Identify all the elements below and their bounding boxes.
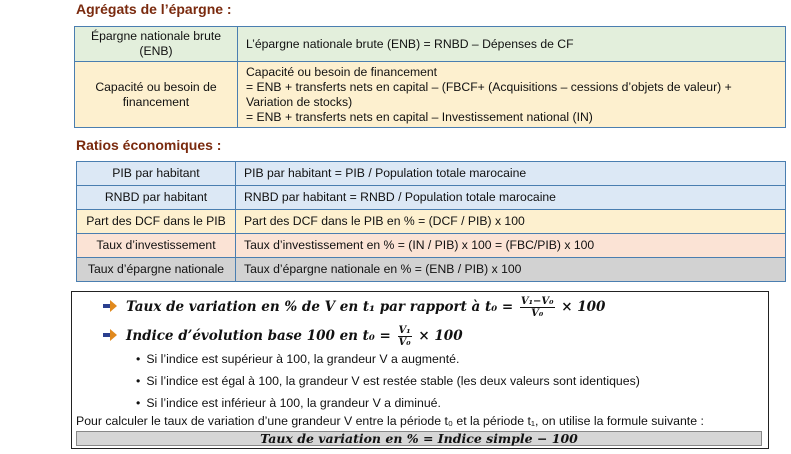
ratio-label: Taux d’épargne nationale bbox=[77, 258, 236, 282]
ratio-formula: Part des DCF dans le PIB en % = (DCF / PIB) x 100 bbox=[236, 210, 786, 234]
fraction-denominator: V₀ bbox=[398, 337, 411, 348]
explanation-paragraph: Pour calculer le taux de variation d’une grandeur V entre la période t₀ et la période t₁, on utilise la formule suivante : bbox=[76, 414, 704, 428]
row-definition-financement bbox=[238, 62, 786, 128]
table-row bbox=[77, 234, 786, 258]
section-title-ratios: Ratios économiques : bbox=[76, 137, 222, 153]
ratio-label: Part des DCF dans le PIB bbox=[77, 210, 236, 234]
table-row bbox=[75, 27, 786, 62]
final-formula: Taux de variation en % = Indice simple − 100 bbox=[76, 431, 762, 446]
fraction bbox=[520, 296, 555, 319]
table-row bbox=[77, 186, 786, 210]
ratio-formula: Taux d’épargne nationale en % = (ENB / PIB) x 100 bbox=[236, 258, 786, 282]
formula-text: Indice d’évolution base 100 en t₀ = bbox=[126, 328, 391, 344]
fraction bbox=[398, 325, 412, 348]
formula-tail: × 100 bbox=[418, 328, 463, 344]
section-title-agregats: Agrégats de l’épargne : bbox=[76, 1, 232, 17]
table-row bbox=[77, 258, 786, 282]
fraction-denominator: V₀ bbox=[531, 308, 544, 319]
arrow-bullet-icon bbox=[103, 329, 117, 341]
bullet-item: • Si l’indice est inférieur à 100, la grandeur V a diminué. bbox=[136, 396, 441, 410]
table-row bbox=[77, 210, 786, 234]
variation-rate-formula bbox=[126, 296, 605, 319]
definition-line: = ENB + transferts nets en capital – Investissement national (IN) bbox=[246, 109, 593, 124]
fraction-numerator: V₁ bbox=[398, 325, 411, 336]
ratio-formula: PIB par habitant = PIB / Population totale marocaine bbox=[236, 162, 786, 186]
ratio-formula: Taux d’investissement en % = (IN / PIB) x 100 = (FBC/PIB) x 100 bbox=[236, 234, 786, 258]
savings-aggregates-table bbox=[74, 26, 786, 128]
bullet-item: • Si l’indice est égal à 100, la grandeur V est restée stable (les deux valeurs sont identiques) bbox=[136, 374, 640, 388]
row-label-financement: Capacité ou besoin de financement bbox=[75, 62, 238, 128]
bullet-item: • Si l’indice est supérieur à 100, la grandeur V a augmenté. bbox=[136, 352, 459, 366]
evolution-index-formula bbox=[126, 325, 463, 348]
ratio-label: PIB par habitant bbox=[77, 162, 236, 186]
formula-tail: × 100 bbox=[561, 299, 606, 315]
ratio-formula: RNBD par habitant = RNBD / Population totale marocaine bbox=[236, 186, 786, 210]
fraction-numerator: V₁−V₀ bbox=[520, 296, 554, 307]
definition-line: Capacité ou besoin de financement bbox=[246, 64, 438, 79]
table-row bbox=[75, 62, 786, 128]
economic-ratios-table bbox=[76, 161, 786, 282]
ratio-label: Taux d’investissement bbox=[77, 234, 236, 258]
row-label-enb: Épargne nationale brute (ENB) bbox=[75, 27, 238, 62]
ratio-label: RNBD par habitant bbox=[77, 186, 236, 210]
arrow-bullet-icon bbox=[103, 300, 117, 312]
row-definition-enb: L’épargne nationale brute (ENB) = RNBD – Dépenses de CF bbox=[238, 27, 786, 62]
definition-line: = ENB + transferts nets en capital – (FBCF+ (Acquisitions – cessions d’objets de valeur) + Variation de stocks) bbox=[246, 79, 732, 109]
formula-text: Taux de variation en % de V en t₁ par rapport à t₀ = bbox=[126, 299, 514, 315]
table-row bbox=[77, 162, 786, 186]
